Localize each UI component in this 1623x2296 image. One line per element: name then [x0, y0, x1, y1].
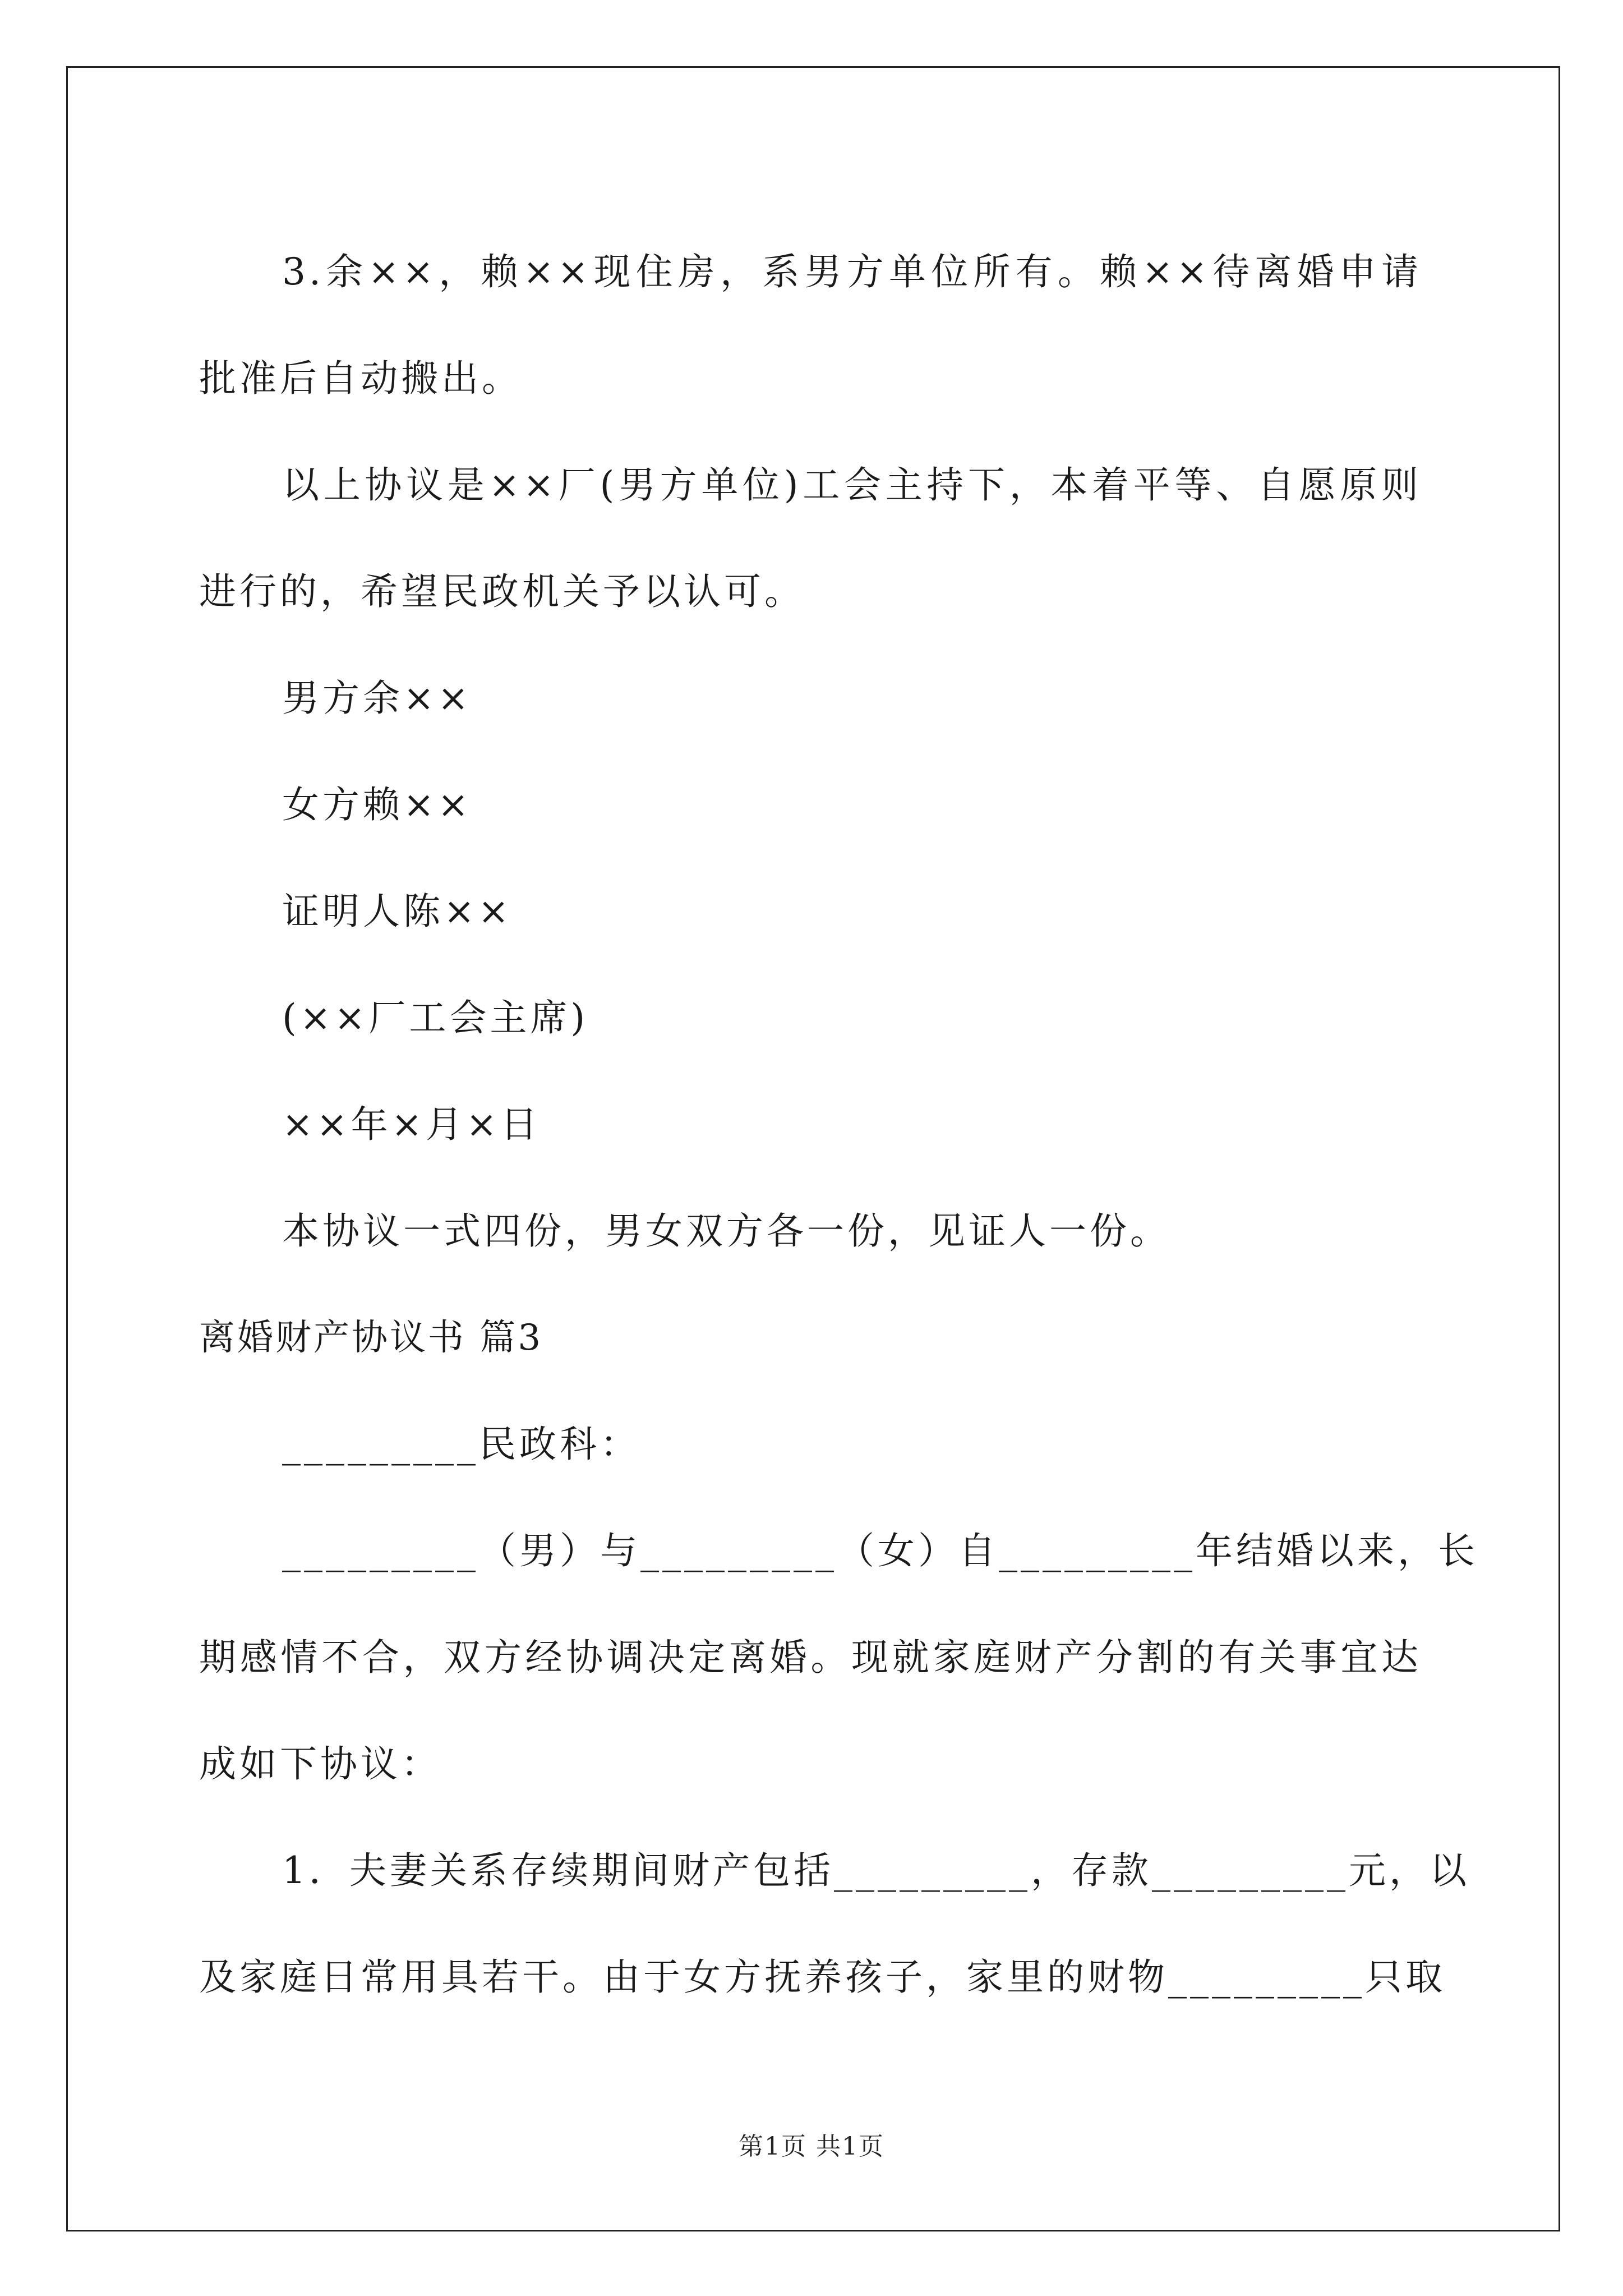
signature-witness: 证明人陈××: [282, 890, 513, 933]
paragraph-intro-line2: 期感情不合，双方经协调决定离婚。现就家庭财产分割的有关事宜达: [199, 1636, 1422, 1679]
signature-male: 男方余××: [282, 677, 472, 720]
paragraph-agreement-line2: 进行的，希望民政机关予以认可。: [199, 570, 805, 613]
document-body: [199, 219, 1478, 2031]
paragraph-intro-line1: _________（男）与_________（女）自_________年结婚以来，长: [282, 1529, 1478, 1572]
paragraph-agreement-line1: 以上协议是××厂(男方单位)工会主持下，本着平等、自愿原则: [282, 463, 1422, 507]
signature-female: 女方赖××: [282, 783, 472, 826]
paragraph-housing-line1: 3.余××，赖××现住房，系男方单位所有。赖××待离婚申请: [282, 250, 1422, 293]
signature-date: ××年×月×日: [282, 1103, 541, 1146]
copies-note: 本协议一式四份，男女双方各一份，见证人一份。: [282, 1209, 1170, 1253]
paragraph-property-line2: 及家庭日常用具若干。由于女方抚养孩子，家里的财物_________只取: [199, 1955, 1446, 1999]
paragraph-property-line1: 1．夫妻关系存续期间财产包括_________，存款_________元，以: [282, 1849, 1470, 1892]
page-footer: 第1页 共1页: [739, 2132, 884, 2161]
paragraph-intro-line3: 成如下协议：: [199, 1742, 441, 1786]
paragraph-housing-line2: 批准后自动搬出。: [199, 357, 522, 400]
addressee-line: _________民政科：: [282, 1423, 640, 1466]
section-heading: 离婚财产协议书 篇3: [199, 1317, 543, 1359]
witness-title: (××厂工会主席): [282, 996, 589, 1039]
